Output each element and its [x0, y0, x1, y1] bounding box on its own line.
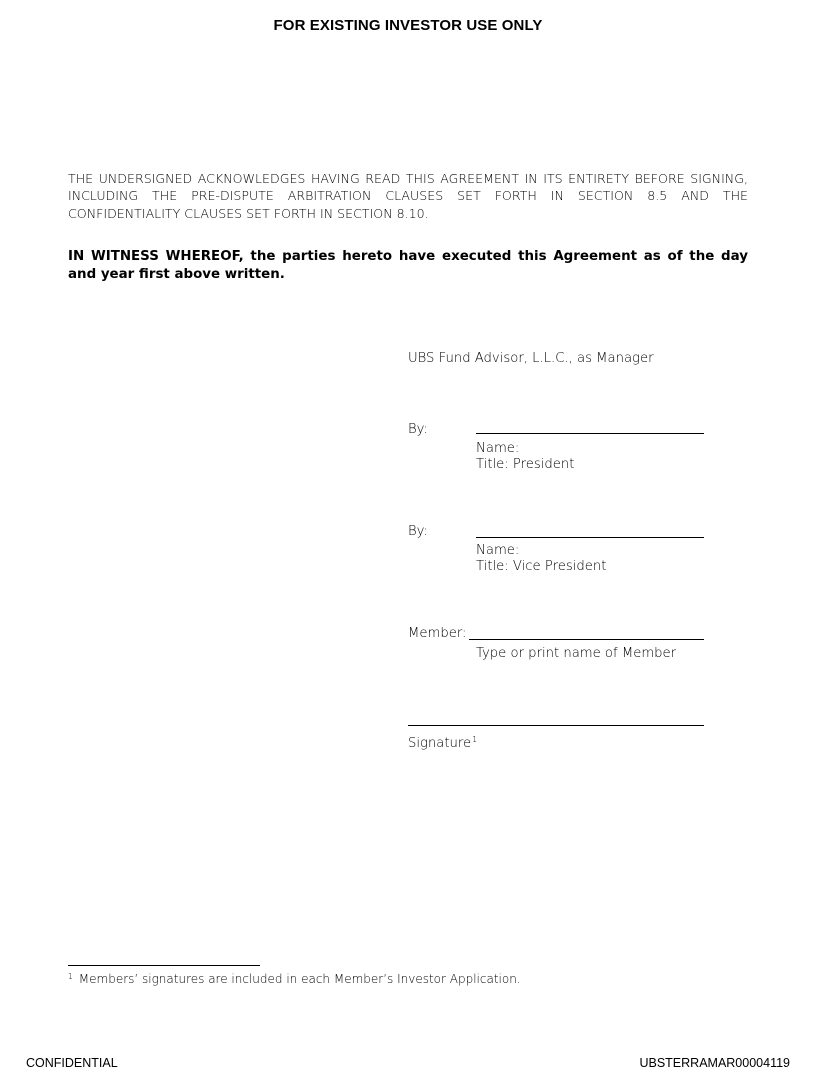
footnote-divider: [68, 965, 260, 966]
footnote-text: Members’ signatures are included in each Member’s Investor Application.: [78, 972, 521, 986]
name-label-1: Name:: [476, 441, 520, 456]
signature-line-2: [476, 537, 704, 538]
member-label: Member:: [408, 626, 467, 641]
witness-clause: IN WITNESS WHEREOF, the parties hereto have executed this Agreement as of the day and year first above written.: [68, 249, 748, 282]
signature-footnote-mark: 1: [472, 735, 478, 744]
signature-label: Signature: [408, 736, 472, 751]
page-header: FOR EXISTING INVESTOR USE ONLY: [273, 17, 543, 34]
title-label-1: Title: President: [476, 457, 575, 472]
title-label-2: Title: Vice President: [476, 559, 607, 574]
signature-caption: [408, 731, 477, 752]
footer-confidential: CONFIDENTIAL: [26, 1056, 118, 1070]
footer-bates-number: UBSTERRAMAR00004119: [639, 1056, 790, 1070]
by-label-1: By:: [408, 422, 428, 437]
name-label-2: Name:: [476, 543, 520, 558]
member-signature-line: [408, 725, 704, 726]
signature-line-1: [476, 433, 704, 434]
by-label-2: By:: [408, 524, 428, 539]
footnote-mark: 1: [68, 972, 73, 981]
member-caption: Type or print name of Member: [476, 646, 677, 661]
member-name-line: [469, 639, 704, 640]
manager-name: UBS Fund Advisor, L.L.C., as Manager: [408, 351, 654, 366]
footnote: [68, 972, 521, 986]
acknowledgement-paragraph: THE UNDERSIGNED ACKNOWLEDGES HAVING READ THIS AGREEMENT IN ITS ENTIRETY BEFORE SIGNING, INCLUDING THE PRE-DISPUTE ARBITRATION CLAUSES SET FORTH IN SECTION 8.5 AND THE CONFIDENTIALITY CLAUSES SET FORTH IN SECTION 8.10.: [68, 171, 748, 221]
